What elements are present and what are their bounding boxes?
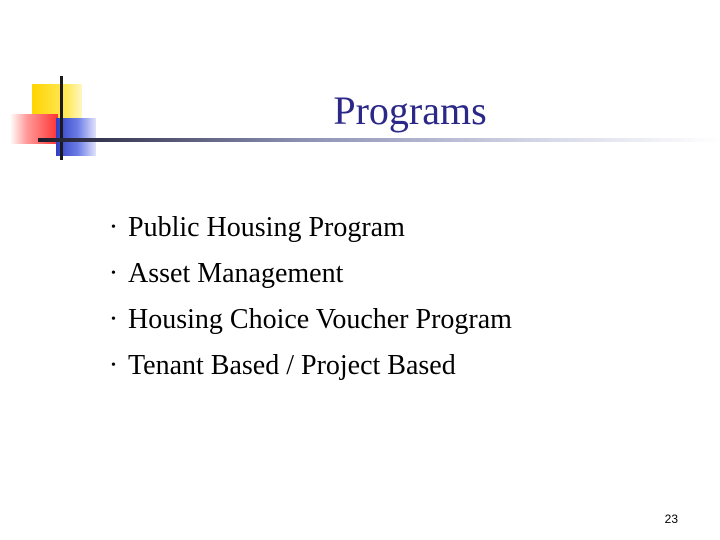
- bullet-dot-icon: •: [111, 312, 116, 327]
- decorative-logo: [0, 0, 110, 170]
- bullet-text: Tenant Based / Project Based: [128, 350, 456, 381]
- title-underline: [38, 138, 720, 142]
- bullet-dot-icon: •: [111, 266, 116, 281]
- logo-vertical-line: [60, 76, 63, 160]
- bullet-text: Public Housing Program: [128, 212, 405, 243]
- slide-title: Programs: [333, 88, 487, 133]
- bullet-text: Asset Management: [128, 258, 344, 289]
- bullet-text: Housing Choice Voucher Program: [128, 304, 512, 335]
- bullet-dot-icon: •: [111, 220, 116, 235]
- page-number: 23: [664, 512, 678, 526]
- bullet-dot-icon: •: [111, 358, 116, 373]
